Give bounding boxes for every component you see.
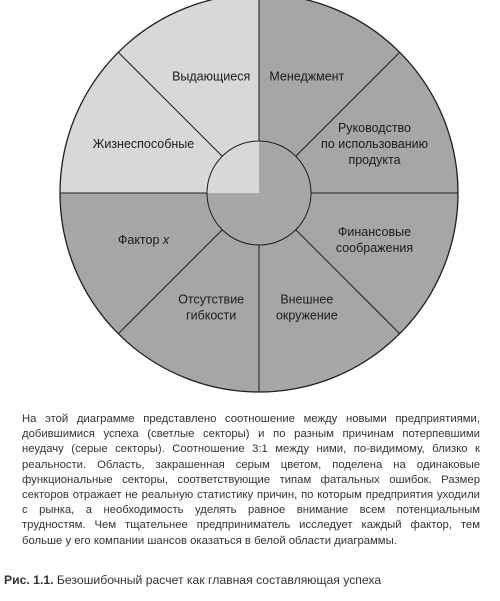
sector-label-line: Внешнее — [280, 292, 334, 307]
sector-label-6 — [93, 137, 194, 151]
sector-label-5 — [118, 233, 170, 247]
sector-label-line: по использованию — [321, 137, 428, 152]
sector-label-line: Финансовые — [337, 225, 412, 240]
figure-number: Рис. 1.1. — [4, 573, 54, 587]
sector-label-line: Менеджмент — [269, 69, 345, 84]
sector-label-7 — [172, 70, 250, 84]
sector-label-line: Выдающиеся — [172, 69, 251, 84]
sector-label-line: продукта — [348, 153, 401, 168]
sector-label-line: Отсутствие — [178, 292, 245, 307]
diagram-description: На этой диаграмме представлено соотношение между новыми предприятиями, добившимися успеха (светлые секторы) и по разным причинам потерпевшими неудачу (серые секторы). Соотношение 3:1 между ними, по-видимому, близко к реальности. Область, закрашенная серым цветом, поделена на одинаковые функциональные секторы, соответствующие типам фатальных ошибок. Размер секторов отражает не реальную статистику причин, по которым предприятия уходили с рынка, а необходимость уделять равное внимание всем потенциальным трудностям. Чем тщательнее предприниматель исследует каждый фактор, тем больше у его компании шансов оказаться в белой области диаграммы. — [22, 413, 480, 547]
sector-label-line: гибкости — [186, 308, 237, 323]
sector-label-italic: x — [162, 233, 170, 248]
sector-label-0 — [269, 70, 344, 84]
sector-label-line: Жизнеспособные — [92, 137, 195, 152]
sector-label-line: окружение — [275, 308, 338, 323]
figure-caption — [4, 572, 496, 588]
sector-label-line: Руководство — [337, 121, 412, 136]
sector-label-line: Фактор x — [117, 233, 170, 248]
figure-title: Безошибочный расчет как главная составляющая успеха — [53, 573, 382, 587]
sector-label-line: соображения — [335, 241, 414, 256]
